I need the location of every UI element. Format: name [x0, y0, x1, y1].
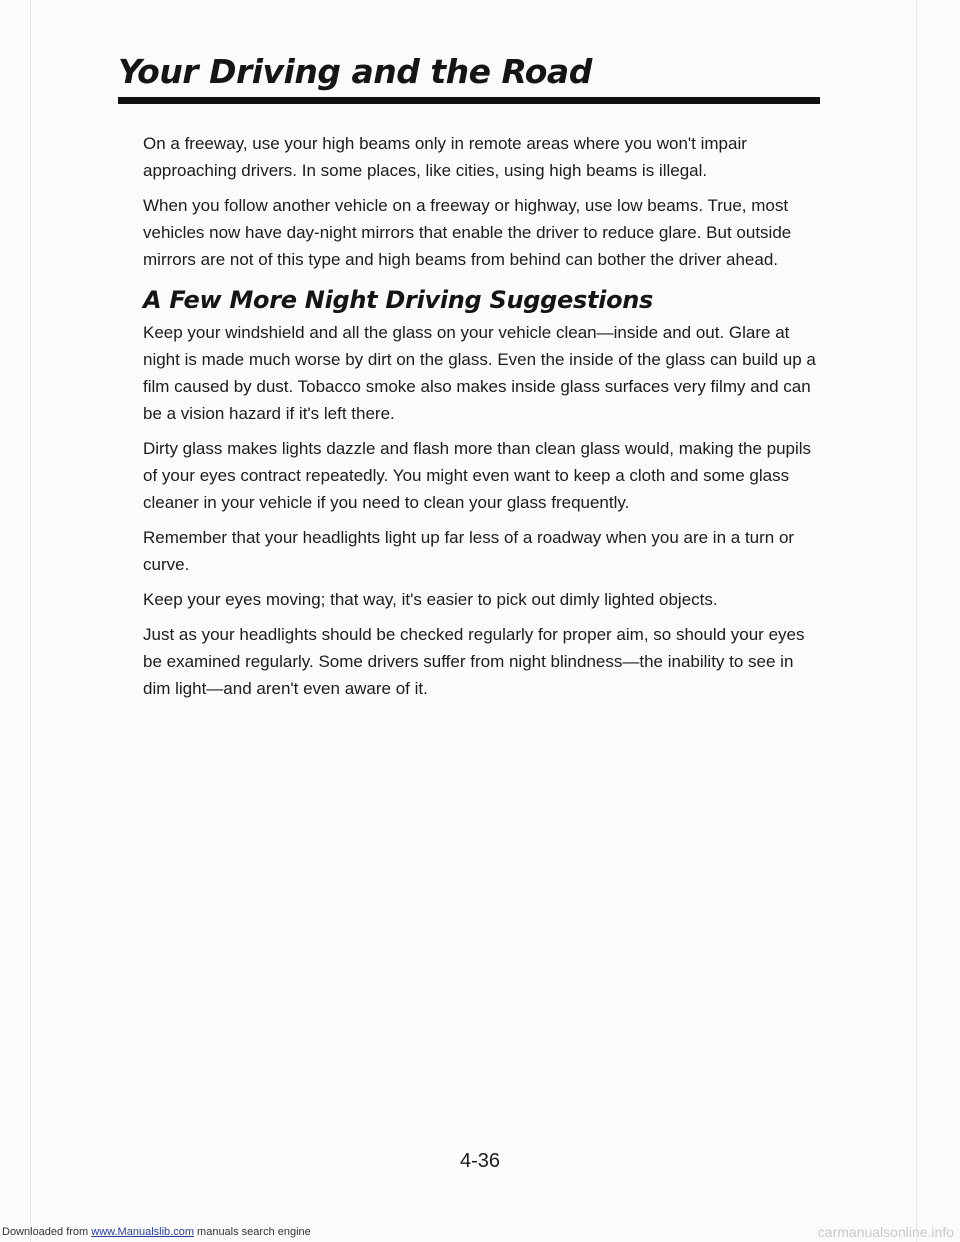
page-header-title: Your Driving and the Road: [118, 52, 592, 91]
header-rule: [118, 97, 820, 104]
download-footer: [0, 1224, 960, 1242]
manualslib-link[interactable]: www.Manualslib.com: [91, 1226, 194, 1238]
paragraph-headlights-curve: Remember that your headlights light up far less of a roadway when you are in a turn or curve.: [143, 528, 795, 574]
paragraph-eye-exams: Just as your headlights should be checked regularly for proper aim, so should your eyes be examined regularly. Some drivers suffer from night blindness—the inability to see in dim light—and aren't even aware of it.: [143, 625, 805, 698]
page-content: [143, 130, 821, 710]
paragraph-follow-low-beams: When you follow another vehicle on a freeway or highway, use low beams. True, most vehicles now have day-night mirrors that enable the driver to reduce glare. But outside mirrors are not of this type and high beams from behind can bother the driver ahead.: [143, 196, 792, 269]
paragraph-freeway-high-beams: On a freeway, use your high beams only in remote areas where you won't impair approaching drivers. In some places, like cities, using high beams is illegal.: [143, 134, 747, 180]
paragraph-dirty-glass: Dirty glass makes lights dazzle and flash more than clean glass would, making the pupils of your eyes contract repeatedly. You might even want to keep a cloth and some glass cleaner in your vehicle if you need to clean your glass frequently.: [143, 439, 812, 512]
page-number: 4-36: [459, 1150, 501, 1172]
paragraph-clean-glass: Keep your windshield and all the glass on your vehicle clean—inside and out. Glare at night is made much worse by dirt on the glass. Even the inside of the glass can build up a film caused by dust. Tobacco smoke also makes inside glass surfaces very filmy and can be a vision hazard if it's left there.: [143, 323, 816, 423]
scan-edge-right: [916, 0, 917, 1242]
watermark-text: carmanualsonline.info: [817, 1224, 954, 1240]
footer-prefix: Downloaded from: [2, 1226, 92, 1238]
footer-suffix: manuals search engine: [193, 1226, 311, 1238]
paragraph-eyes-moving: Keep your eyes moving; that way, it's easier to pick out dimly lighted objects.: [143, 590, 718, 609]
section-heading: A Few More Night Driving Suggestions: [143, 286, 654, 314]
footer-source-text: [2, 1226, 311, 1238]
scan-edge-left: [30, 0, 31, 1242]
